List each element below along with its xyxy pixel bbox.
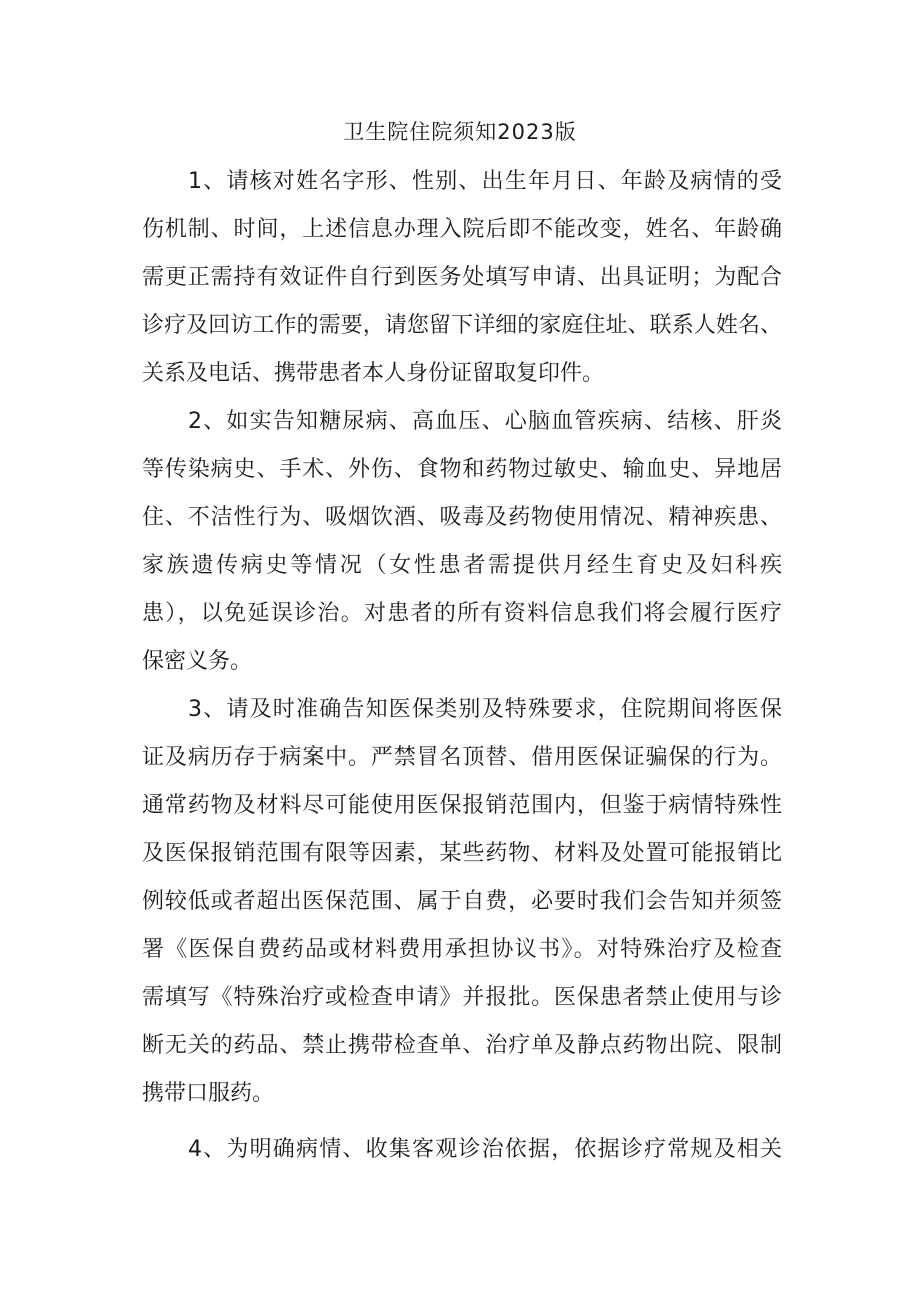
paragraph-1-line-1: 1、请核对姓名字形、性别、出生年月日、年龄及病情的受: [188, 169, 782, 194]
paragraph-2-line-4: 家族遗传病史等情况（女性患者需提供月经生育史及妇科疾: [142, 553, 782, 578]
paragraph-1-line-4: 诊疗及回访工作的需要，请您留下详细的家庭住址、联系人姓名、: [142, 313, 782, 338]
paragraph-1-line-3: 需更正需持有效证件自行到医务处填写申请、出具证明；为配合: [142, 265, 782, 290]
paragraph-3-line-2: 证及病历存于病案中。严禁冒名顶替、借用医保证骗保的行为。: [142, 745, 782, 770]
paragraph-2-line-3: 住、不洁性行为、吸烟饮酒、吸毒及药物使用情况、精神疾患、: [142, 505, 782, 530]
paragraph-3-line-8: 断无关的药品、禁止携带检查单、治疗单及静点药物出院、限制: [142, 1033, 782, 1058]
paragraph-2-line-1: 2、如实告知糖尿病、高血压、心脑血管疾病、结核、肝炎: [188, 409, 782, 434]
paragraph-3-line-1: 3、请及时准确告知医保类别及特殊要求，住院期间将医保: [188, 697, 782, 722]
paragraph-3-line-9: 携带口服药。: [142, 1081, 275, 1106]
paragraph-4-line-1: 4、为明确病情、收集客观诊治依据，依据诊疗常规及相关: [188, 1137, 782, 1162]
paragraph-2-line-6: 保密义务。: [142, 649, 253, 674]
paragraph-3-line-6: 署《医保自费药品或材料费用承担协议书》。对特殊治疗及检查: [142, 937, 782, 962]
paragraph-3-line-4: 及医保报销范围有限等因素，某些药物、材料及处置可能报销比: [142, 841, 782, 866]
paragraph-3-line-3: 通常药物及材料尽可能使用医保报销范围内，但鉴于病情特殊性: [142, 793, 782, 818]
document-title: 卫生院住院须知2023版: [343, 120, 577, 144]
paragraph-2-line-2: 等传染病史、手术、外伤、食物和药物过敏史、输血史、异地居: [142, 457, 782, 482]
paragraph-3-line-5: 例较低或者超出医保范围、属于自费，必要时我们会告知并须签: [142, 889, 782, 914]
paragraph-1-line-2: 伤机制、时间，上述信息办理入院后即不能改变，姓名、年龄确: [142, 217, 782, 242]
paragraph-2-line-5: 患），以免延误诊治。对患者的所有资料信息我们将会履行医疗: [142, 601, 782, 626]
paragraph-1-line-5: 关系及电话、携带患者本人身份证留取复印件。: [142, 361, 605, 386]
paragraph-3-line-7: 需填写《特殊治疗或检查申请》并报批。医保患者禁止使用与诊: [142, 985, 782, 1010]
